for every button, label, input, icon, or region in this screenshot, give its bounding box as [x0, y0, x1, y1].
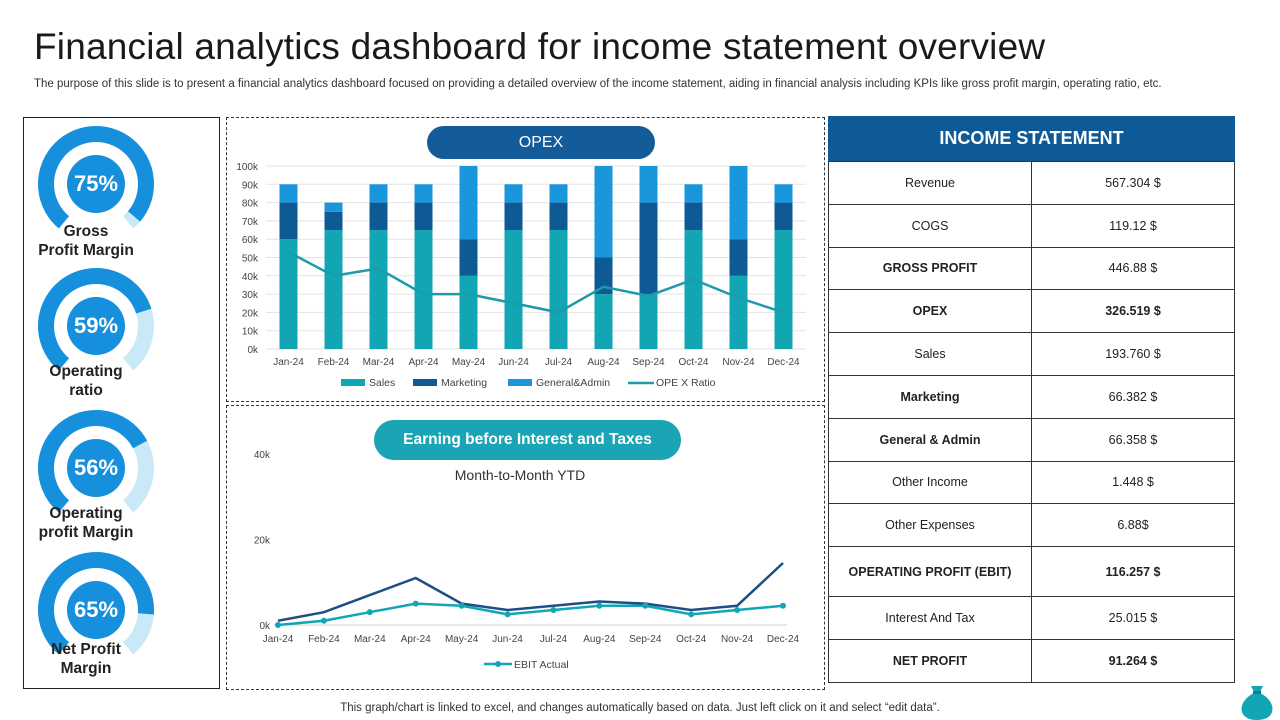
legend-swatch: [413, 379, 437, 386]
opex-title-pill: OPEX: [427, 126, 655, 159]
income-label: Sales: [829, 333, 1032, 376]
income-label: OPERATING PROFIT (EBIT): [829, 547, 1032, 597]
bar-marketing: [460, 239, 478, 276]
table-row: [829, 547, 1235, 597]
kpi-label-line1: Operating: [49, 505, 123, 522]
income-value: 66.358 $: [1032, 418, 1235, 461]
x-tick-label: Jun-24: [492, 634, 523, 645]
ebit-actual-point: [505, 611, 511, 617]
x-tick-label: Apr-24: [408, 357, 439, 368]
kpi-label-line1: Net Profit: [51, 641, 121, 658]
table-row: [829, 418, 1235, 461]
kpi-gauge: [36, 550, 160, 690]
ebit-actual-point: [413, 601, 419, 607]
x-tick-label: Jul-24: [539, 634, 568, 645]
income-value: 66.382 $: [1032, 375, 1235, 418]
legend-label: OPE X Ratio: [656, 377, 716, 389]
y-tick-label: 0k: [259, 621, 270, 632]
x-tick-label: Nov-24: [720, 634, 754, 645]
bar-general-admin: [775, 184, 793, 202]
bar-sales: [505, 230, 523, 349]
x-tick-label: Mar-24: [353, 634, 386, 645]
x-tick-label: Nov-24: [722, 357, 755, 368]
y-tick-label: 20k: [253, 535, 270, 547]
x-tick-label: Dec-24: [767, 357, 800, 368]
bar-marketing: [505, 203, 523, 230]
income-value: 1.448 $: [1032, 461, 1235, 504]
income-label: General & Admin: [829, 418, 1032, 461]
income-value: 567.304 $: [1032, 162, 1235, 205]
table-row: [829, 247, 1235, 290]
x-tick-label: Feb-24: [317, 357, 350, 368]
legend-swatch: [341, 379, 365, 386]
y-tick-label: 100k: [236, 162, 258, 173]
ebit-actual-point: [275, 622, 281, 628]
x-tick-label: Oct-24: [678, 357, 709, 368]
x-tick-label: Apr-24: [400, 634, 431, 645]
y-tick-label: 10k: [241, 326, 258, 338]
ebit-actual-point: [459, 603, 465, 609]
income-value: 193.760 $: [1032, 333, 1235, 376]
y-tick-label: 30k: [241, 290, 258, 302]
x-tick-label: Jan-24: [273, 357, 304, 368]
x-tick-label: Sep-24: [632, 357, 665, 368]
kpi-label: [16, 222, 156, 260]
kpi-gauge: [36, 266, 160, 406]
ebit-actual-point: [688, 611, 694, 617]
x-tick-label: Sep-24: [629, 634, 662, 645]
legend-label: General&Admin: [536, 377, 611, 389]
legend-label: Sales: [369, 377, 396, 389]
x-tick-label: Jan-24: [262, 634, 294, 645]
income-label: Other Income: [829, 461, 1032, 504]
bar-general-admin: [685, 184, 703, 202]
bar-sales: [685, 230, 703, 349]
income-label: Interest And Tax: [829, 597, 1032, 640]
income-label: OPEX: [829, 290, 1032, 333]
kpi-gauge: [36, 408, 160, 548]
kpi-label-line1: Operating: [49, 363, 123, 380]
table-row: [829, 204, 1235, 247]
bar-marketing: [325, 212, 343, 230]
income-statement: [828, 116, 1235, 683]
ebit-actual-point: [780, 603, 786, 609]
bar-general-admin: [505, 184, 523, 202]
ebit-actual-point: [321, 618, 327, 624]
income-label: Revenue: [829, 162, 1032, 205]
bar-general-admin: [460, 166, 478, 239]
kpi-label-line2: Margin: [60, 660, 112, 677]
income-statement-title: INCOME STATEMENT: [828, 116, 1235, 161]
bar-general-admin: [280, 184, 298, 202]
kpi-value: 59%: [67, 297, 125, 355]
income-label: Other Expenses: [829, 504, 1032, 547]
bar-marketing: [685, 203, 703, 230]
table-row: [829, 162, 1235, 205]
bar-sales: [775, 230, 793, 349]
income-value: 446.88 $: [1032, 247, 1235, 290]
table-row: [829, 639, 1235, 682]
bar-general-admin: [640, 166, 658, 203]
ebit-actual-point: [734, 607, 740, 613]
kpi-gauge: [36, 124, 160, 264]
ebit-actual-point: [642, 603, 648, 609]
income-label: GROSS PROFIT: [829, 247, 1032, 290]
ebit-chart: [226, 440, 825, 685]
legend-swatch-marker: [495, 661, 501, 667]
bar-marketing: [775, 203, 793, 230]
bar-general-admin: [370, 184, 388, 202]
y-tick-label: 90k: [241, 180, 258, 192]
y-tick-label: 70k: [241, 216, 258, 228]
x-tick-label: Aug-24: [587, 357, 620, 368]
kpi-label: [16, 504, 156, 542]
x-tick-label: Dec-24: [766, 634, 800, 645]
bar-general-admin: [415, 184, 433, 202]
table-row: [829, 333, 1235, 376]
x-tick-label: May-24: [444, 634, 479, 645]
bar-marketing: [640, 203, 658, 295]
bar-sales: [325, 230, 343, 349]
bar-general-admin: [595, 166, 613, 258]
money-bag-icon: [1240, 682, 1274, 720]
bar-sales: [730, 276, 748, 349]
legend-label: EBIT Actual: [514, 659, 569, 671]
bar-sales: [640, 294, 658, 349]
kpi-label-line1: Gross: [63, 223, 109, 240]
bar-marketing: [370, 203, 388, 230]
kpi-label-line2: Profit Margin: [38, 242, 134, 259]
kpi-label: [16, 362, 156, 400]
kpi-label: [16, 640, 156, 678]
table-row: [829, 597, 1235, 640]
legend-label: Marketing: [441, 377, 488, 389]
income-label: Marketing: [829, 375, 1032, 418]
y-tick-label: 0k: [247, 345, 258, 356]
bar-sales: [550, 230, 568, 349]
income-value: 119.12 $: [1032, 204, 1235, 247]
bar-marketing: [280, 203, 298, 240]
x-tick-label: Jul-24: [544, 357, 573, 368]
bar-general-admin: [325, 203, 343, 212]
income-label: COGS: [829, 204, 1032, 247]
bar-marketing: [415, 203, 433, 230]
kpi-label-line2: ratio: [69, 382, 103, 399]
opex-ratio-line: [289, 252, 784, 312]
ebit-subtitle: Month-to-Month YTD: [454, 467, 586, 483]
income-value: 91.264 $: [1032, 639, 1235, 682]
table-row: [829, 290, 1235, 333]
page-subtitle: The purpose of this slide is to present a financial analytics dashboard focused on providing a detailed overview of the income statement, aiding in financial analysis including KPIs like gross profit margin, operating ratio, etc.: [34, 78, 1162, 90]
ebit-actual-point: [550, 607, 556, 613]
bar-general-admin: [550, 184, 568, 202]
page-title: Financial analytics dashboard for income statement overview: [34, 26, 1046, 67]
ebit-actual-point: [596, 603, 602, 609]
y-tick-label: 40k: [241, 271, 258, 283]
x-tick-label: Mar-24: [362, 357, 395, 368]
bar-marketing: [550, 203, 568, 230]
y-tick-label: 60k: [241, 235, 258, 247]
income-value: 6.88$: [1032, 504, 1235, 547]
kpi-label-line2: profit Margin: [38, 524, 134, 541]
table-row: [829, 375, 1235, 418]
income-label: NET PROFIT: [829, 639, 1032, 682]
kpi-value: 65%: [67, 581, 125, 639]
bar-marketing: [730, 239, 748, 276]
x-tick-label: Feb-24: [308, 634, 340, 645]
x-tick-label: May-24: [451, 357, 486, 368]
kpi-value: 56%: [67, 439, 125, 497]
income-value: 116.257 $: [1032, 547, 1235, 597]
x-tick-label: Jun-24: [498, 357, 529, 368]
x-tick-label: Aug-24: [583, 634, 616, 645]
footer-note: This graph/chart is linked to excel, and changes automatically based on data. Just left click on it and select “edit data”.: [340, 702, 940, 714]
table-row: [829, 504, 1235, 547]
legend-swatch: [508, 379, 532, 386]
kpi-value: 75%: [67, 155, 125, 213]
x-tick-label: Oct-24: [676, 634, 707, 645]
bar-sales: [595, 294, 613, 349]
y-tick-label: 20k: [241, 308, 258, 320]
bar-general-admin: [730, 166, 748, 239]
y-tick-label: 80k: [241, 198, 258, 210]
ebit-title-pill: Earning before Interest and Taxes: [374, 420, 681, 460]
table-row: [829, 461, 1235, 504]
y-tick-label: 40k: [253, 450, 270, 461]
y-tick-label: 50k: [241, 253, 258, 265]
income-value: 326.519 $: [1032, 290, 1235, 333]
income-value: 25.015 $: [1032, 597, 1235, 640]
bar-sales: [460, 276, 478, 349]
opex-chart: [226, 155, 825, 400]
income-statement-table: [828, 161, 1235, 683]
bar-sales: [370, 230, 388, 349]
ebit-actual-point: [367, 609, 373, 615]
